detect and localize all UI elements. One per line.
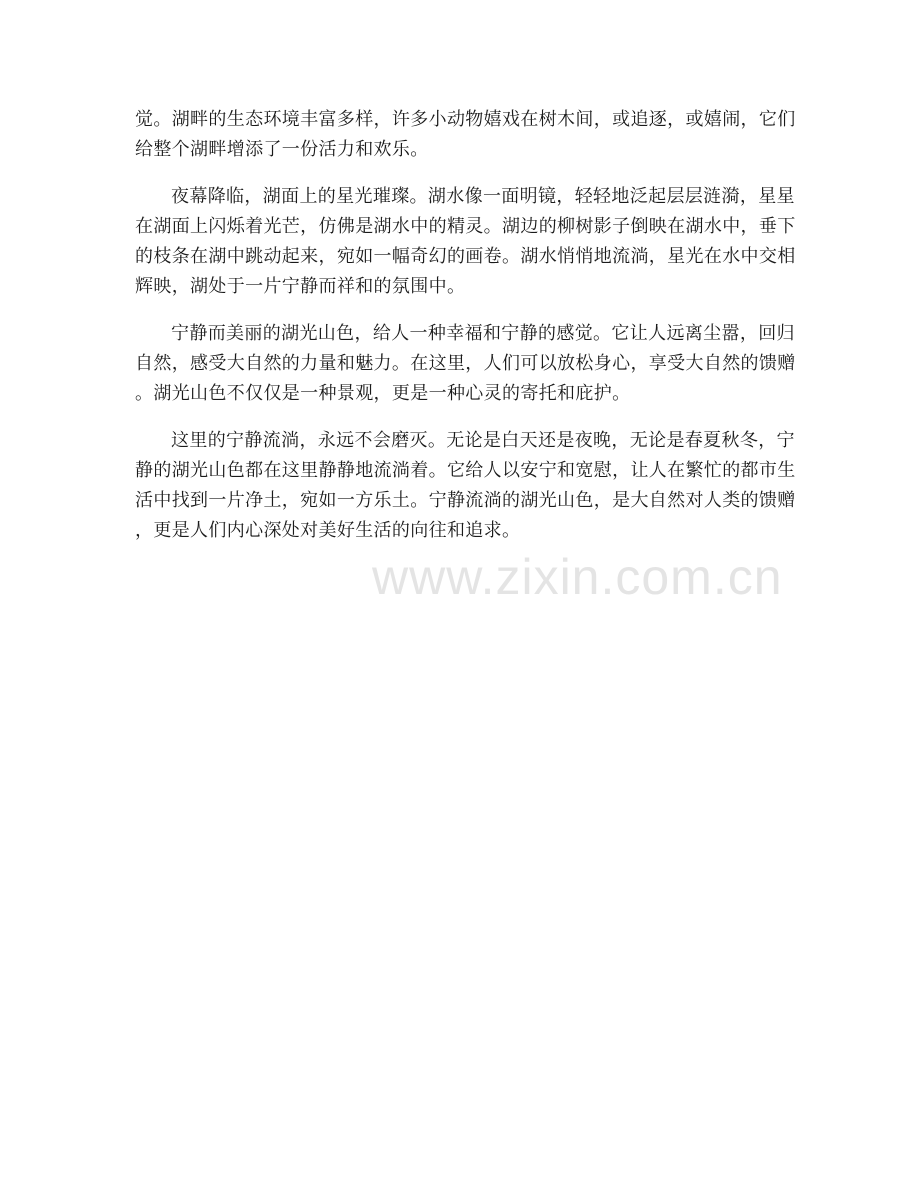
paragraph-line: ，更是人们内心深处对美好生活的向往和追求。 — [135, 520, 521, 541]
paragraph-line: 自然，感受大自然的力量和魅力。在这里，人们可以放松身心，享受大自然的馈赠 — [135, 353, 796, 374]
paragraph-3 — [135, 319, 796, 409]
watermark: www.zixin.com.cn — [372, 549, 783, 605]
paragraph-line: 宁静而美丽的湖光山色，给人一种幸福和宁静的感觉。它让人远离尘嚣，回归 — [171, 323, 795, 344]
paragraph-4 — [135, 426, 796, 546]
paragraph-line: 辉映，湖处于一片宁静而祥和的氛围中。 — [135, 276, 466, 297]
document-body — [135, 105, 796, 563]
paragraph-line: 这里的宁静流淌，永远不会磨灭。无论是白天还是夜晚，无论是春夏秋冬，宁 — [171, 430, 795, 451]
paragraph-line: 活中找到一片净土，宛如一方乐土。宁静流淌的湖光山色，是大自然对人类的馈赠 — [135, 490, 796, 511]
paragraph-line: 夜幕降临，湖面上的星光璀璨。湖水像一面明镜，轻轻地泛起层层涟漪，星星 — [171, 186, 795, 207]
paragraph-2 — [135, 182, 796, 302]
paragraph-1 — [135, 105, 796, 165]
paragraph-line: 觉。湖畔的生态环境丰富多样，许多小动物嬉戏在树木间，或追逐，或嬉闹，它们 — [135, 109, 796, 130]
paragraph-line: 给整个湖畔增添了一份活力和欢乐。 — [135, 139, 429, 160]
paragraph-line: 静的湖光山色都在这里静静地流淌着。它给人以安宁和宽慰，让人在繁忙的都市生 — [135, 460, 796, 481]
paragraph-line: 的枝条在湖中跳动起来，宛如一幅奇幻的画卷。湖水悄悄地流淌，星光在水中交相 — [135, 246, 796, 267]
paragraph-line: 在湖面上闪烁着光芒，仿佛是湖水中的精灵。湖边的柳树影子倒映在湖水中，垂下 — [135, 216, 796, 237]
paragraph-line: 。湖光山色不仅仅是一种景观，更是一种心灵的寄托和庇护。 — [135, 383, 631, 404]
